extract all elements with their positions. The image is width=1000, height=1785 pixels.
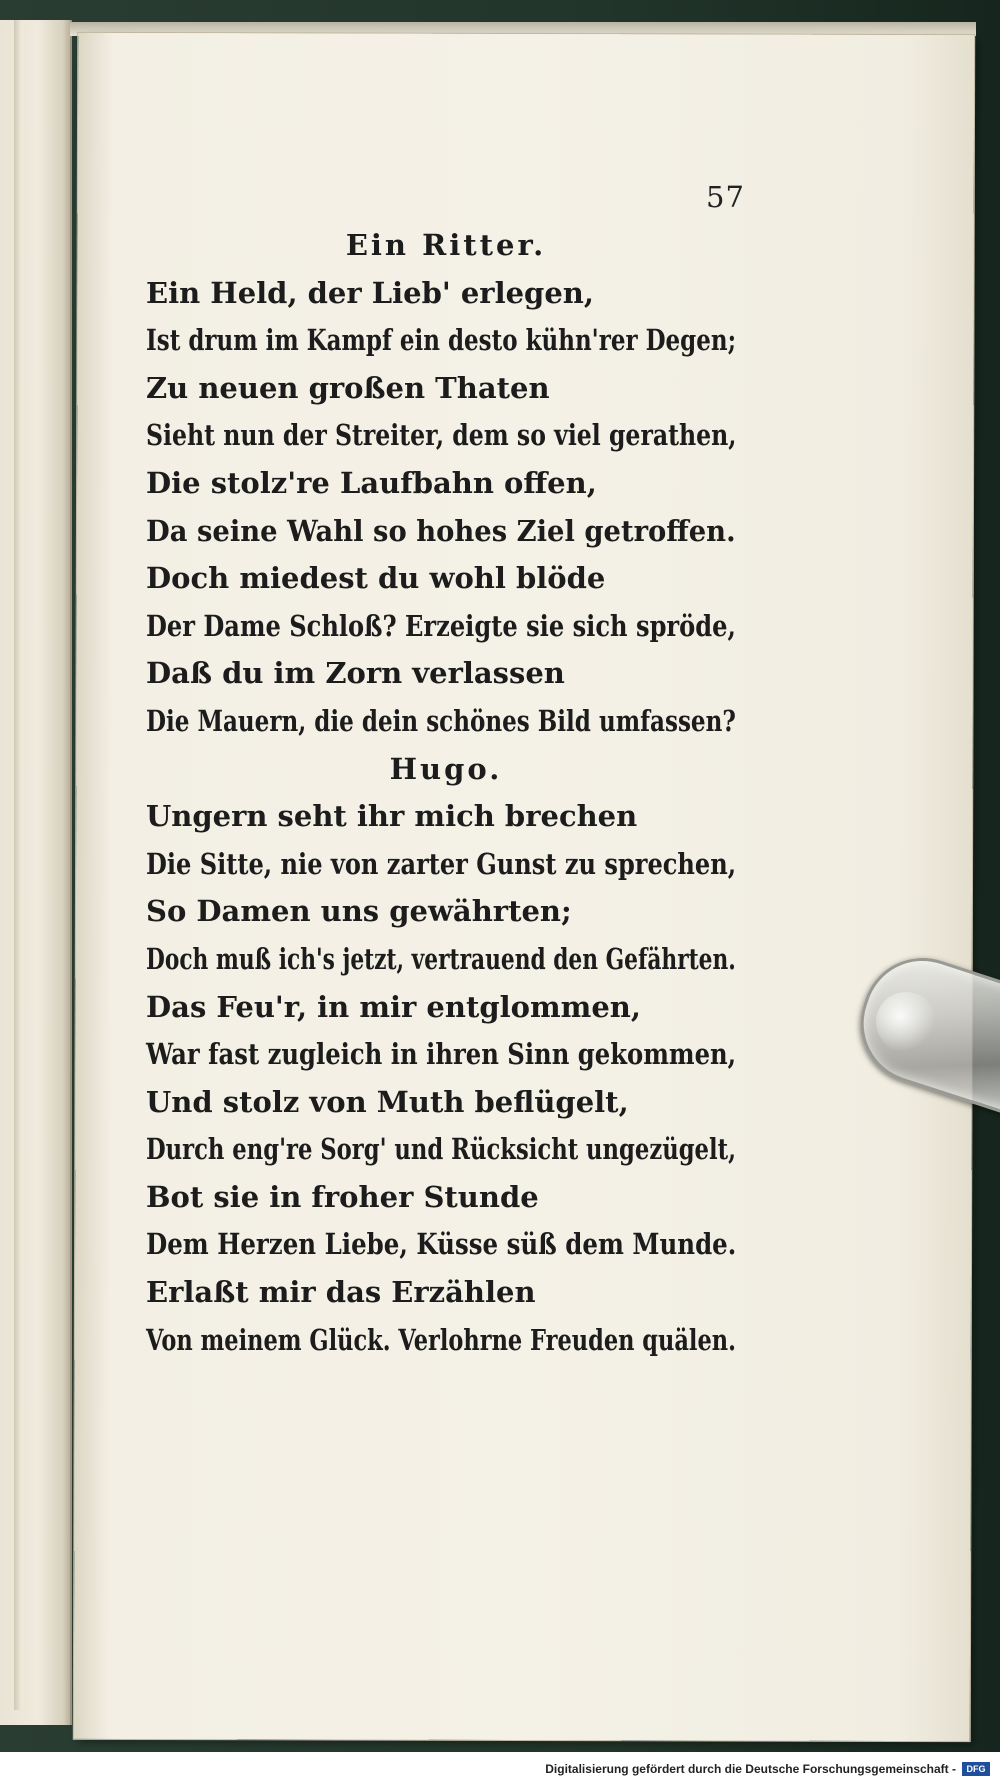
poem-line: Zu neuen großen Thaten [146,370,550,405]
dfg-logo: DFG [962,1762,990,1776]
poem-line: Die stolz're Laufbahn offen, [146,465,597,500]
glass-highlight [876,992,936,1052]
facing-page-fold [14,20,22,1710]
poem-line: Erlaßt mir das Erzählen [146,1275,536,1310]
poem-line: Und stolz von Muth beflügelt, [146,1084,629,1119]
digitization-credit: Digitalisierung gefördert durch die Deutsche Forschungsgemeinschaft - [545,1762,956,1776]
poem-line: War fast zugleich in ihren Sinn gekommen, [146,1037,737,1072]
page-number: 57 [706,180,745,214]
poem-heading: Ein Ritter. [345,228,547,262]
poem-line: Doch miedest du wohl blöde [146,561,606,596]
poem-line: Sieht nun der Streiter, dem so viel gerathen, [146,418,737,453]
poem-line: Die Mauern, die dein schönes Bild umfassen? [146,703,736,738]
poem-line: Bot sie in froher Stunde [146,1179,539,1214]
poem-line: Das Feu'r, in mir entglommen, [146,989,641,1024]
poem-heading: Hugo. [389,751,503,786]
poem-line: Ist drum im Kampf ein desto kühn'rer Degen; [146,323,737,358]
poem-line: Doch muß ich's jetzt, vertrauend den Gefährten. [146,941,736,976]
poem-line: Da seine Wahl so hohes Ziel getroffen. [146,513,736,548]
poem-line: Durch eng're Sorg' und Rücksicht ungezügelt, [146,1132,736,1167]
poem-line: Der Dame Schloß? Erzeigte sie sich spröde, [146,608,736,643]
poem-line: Dem Herzen Liebe, Küsse süß dem Munde. [146,1227,737,1262]
poem-text [146,222,746,1364]
poem-line: Die Sitte, nie von zarter Gunst zu sprechen, [146,846,737,881]
facing-page-edge [0,20,72,1725]
poem-line: Von meinem Glück. Verlohrne Freuden quälen. [146,1322,736,1357]
poem-line: Ein Held, der Lieb' erlegen, [146,275,594,310]
poem-line: Daß du im Zorn verlassen [146,656,565,691]
poem-line: So Damen uns gewährten; [146,894,572,929]
poem-line: Ungern seht ihr mich brechen [146,799,638,834]
